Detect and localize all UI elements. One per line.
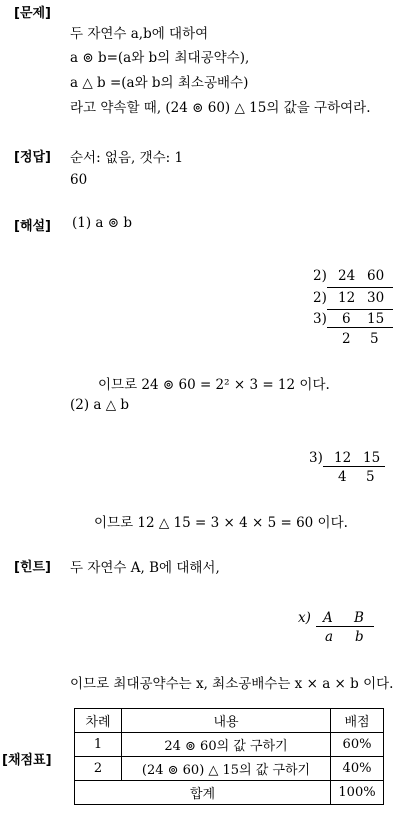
score-row2-points: 40% — [331, 757, 384, 781]
explanation-part2-conclusion: 이므로 12 △ 15 = 3 × 4 × 5 = 60 이다. — [94, 515, 348, 531]
ladder1-a-1: 24 — [338, 268, 356, 284]
problem-line-4: 라고 약속할 때, (24 ⊚ 60) △ 15의 값을 구하여라. — [70, 100, 371, 116]
problem-line-3: a △ b =(a와 b의 최소공배수) — [70, 75, 249, 91]
ladder2-result-a: 4 — [338, 469, 347, 485]
ladder1-b-3: 15 — [367, 311, 385, 327]
hint-ladder-result-a: a — [325, 629, 334, 645]
explanation-part1-title: (1) a ⊚ b — [72, 215, 132, 231]
score-row1-points: 60% — [331, 733, 384, 757]
score-header-content: 내용 — [122, 709, 331, 733]
ladder1-rule-1 — [327, 287, 393, 288]
ladder1-b-1: 60 — [367, 268, 385, 284]
score-total-label: 합계 — [75, 781, 331, 805]
score-total-value: 100% — [331, 781, 384, 805]
score-row — [75, 757, 384, 781]
ladder1-a-3: 6 — [342, 311, 351, 327]
hint-ladder-divisor: x) — [298, 610, 311, 626]
answer-meta: 순서: 없음, 갯수: 1 — [70, 150, 184, 166]
ladder2-divisor-1: 3) — [309, 450, 323, 466]
score-row2-content: (24 ⊚ 60) △ 15의 값 구하기 — [122, 757, 331, 781]
problem-tag: [문제] — [14, 6, 51, 21]
ladder1-divisor-2: 2) — [313, 290, 327, 306]
problem-line-1: 두 자연수 a,b에 대하여 — [70, 26, 209, 42]
score-total-row — [75, 781, 384, 805]
hint-tag: [힌트] — [14, 560, 51, 575]
ladder1-rule-3 — [327, 327, 393, 328]
score-header-row — [75, 709, 384, 733]
ladder1-divisor-1: 2) — [313, 268, 327, 284]
explanation-part1-conclusion: 이므로 24 ⊚ 60 = 2² × 3 = 12 이다. — [98, 377, 330, 393]
score-header-points: 배점 — [331, 709, 384, 733]
ladder2-a-1: 12 — [334, 450, 352, 466]
score-row1-order: 1 — [75, 733, 122, 757]
score-row1-content: 24 ⊚ 60의 값 구하기 — [122, 733, 331, 757]
ladder2-result-b: 5 — [366, 469, 375, 485]
answer-value: 60 — [70, 172, 88, 188]
ladder2-b-1: 15 — [363, 450, 381, 466]
ladder2-rule-1 — [323, 466, 385, 467]
explanation-part2-title: (2) a △ b — [70, 397, 130, 413]
score-table — [74, 708, 384, 805]
hint-ladder-result-b: b — [355, 629, 364, 645]
score-row2-order: 2 — [75, 757, 122, 781]
ladder1-divisor-3: 3) — [313, 311, 327, 327]
hint-line-1: 두 자연수 A, B에 대해서, — [70, 560, 220, 576]
ladder1-result-a: 2 — [342, 331, 351, 347]
ladder1-a-2: 12 — [338, 290, 356, 306]
ladder1-result-b: 5 — [370, 331, 379, 347]
score-row — [75, 733, 384, 757]
hint-ladder-a: A — [323, 610, 333, 626]
score-header-order: 차례 — [75, 709, 122, 733]
explanation-tag: [해설] — [14, 219, 51, 234]
hint-ladder-b: B — [354, 610, 364, 626]
hint-ladder-rule — [316, 626, 374, 627]
answer-tag: [정답] — [14, 150, 51, 165]
problem-line-2: a ⊚ b=(a와 b의 최대공약수), — [70, 50, 250, 66]
score-tag: [채점표] — [2, 753, 52, 768]
ladder1-b-2: 30 — [367, 290, 385, 306]
hint-conclusion: 이므로 최대공약수는 x, 최소공배수는 x × a × b 이다. — [70, 676, 394, 692]
ladder1-rule-2 — [327, 309, 393, 310]
